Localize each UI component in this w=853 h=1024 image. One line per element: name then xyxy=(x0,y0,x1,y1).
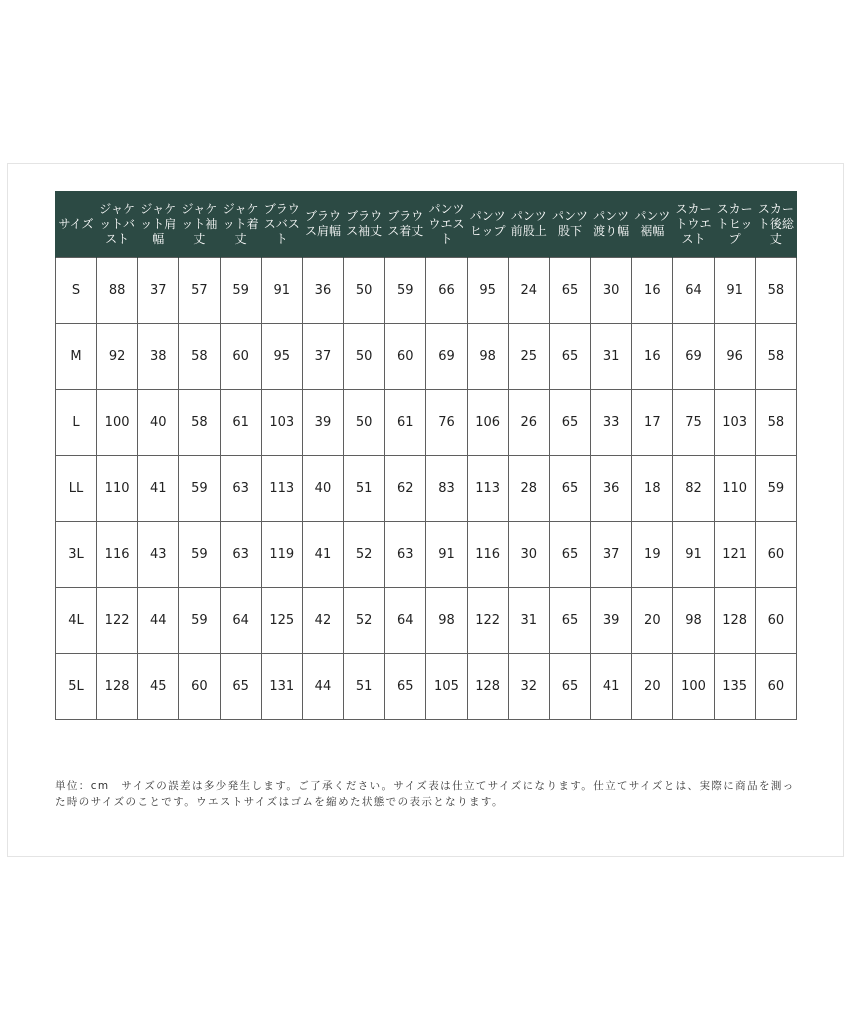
measurement-cell: 36 xyxy=(302,258,343,324)
measurement-cell: 58 xyxy=(179,390,220,456)
measurement-cell: 65 xyxy=(385,654,426,720)
column-header: ブラウ スバス ト xyxy=(261,191,302,258)
table-header-row xyxy=(56,191,797,258)
measurement-cell: 113 xyxy=(467,456,508,522)
column-header: スカー トウエ スト xyxy=(673,191,714,258)
column-header: パンツ 裾幅 xyxy=(632,191,673,258)
measurement-cell: 116 xyxy=(97,522,138,588)
measurement-cell: 33 xyxy=(591,390,632,456)
measurement-cell: 61 xyxy=(220,390,261,456)
measurement-cell: 65 xyxy=(549,324,590,390)
size-label-cell: S xyxy=(56,258,97,324)
measurement-cell: 50 xyxy=(344,390,385,456)
measurement-cell: 98 xyxy=(673,588,714,654)
measurement-cell: 64 xyxy=(385,588,426,654)
measurement-cell: 58 xyxy=(179,324,220,390)
column-header: サイズ xyxy=(56,191,97,258)
measurement-cell: 110 xyxy=(97,456,138,522)
measurement-cell: 57 xyxy=(179,258,220,324)
column-header: ジャケ ット袖 丈 xyxy=(179,191,220,258)
measurement-cell: 91 xyxy=(261,258,302,324)
measurement-cell: 58 xyxy=(755,390,796,456)
measurement-cell: 45 xyxy=(138,654,179,720)
measurement-cell: 60 xyxy=(179,654,220,720)
measurement-cell: 121 xyxy=(714,522,755,588)
measurement-cell: 59 xyxy=(179,456,220,522)
column-header: ジャケ ット肩 幅 xyxy=(138,191,179,258)
measurement-cell: 40 xyxy=(302,456,343,522)
table-row xyxy=(56,258,797,324)
measurement-cell: 75 xyxy=(673,390,714,456)
measurement-cell: 65 xyxy=(549,588,590,654)
measurement-cell: 125 xyxy=(261,588,302,654)
measurement-cell: 17 xyxy=(632,390,673,456)
measurement-cell: 113 xyxy=(261,456,302,522)
measurement-cell: 65 xyxy=(549,390,590,456)
measurement-cell: 61 xyxy=(385,390,426,456)
table-row xyxy=(56,456,797,522)
measurement-cell: 106 xyxy=(467,390,508,456)
measurement-cell: 63 xyxy=(220,456,261,522)
column-header: スカー トヒッ プ xyxy=(714,191,755,258)
column-header: パンツ ウエス ト xyxy=(426,191,467,258)
measurement-cell: 41 xyxy=(138,456,179,522)
measurement-cell: 122 xyxy=(97,588,138,654)
measurement-cell: 37 xyxy=(591,522,632,588)
measurement-cell: 42 xyxy=(302,588,343,654)
measurement-cell: 100 xyxy=(97,390,138,456)
measurement-cell: 64 xyxy=(673,258,714,324)
size-label-cell: 4L xyxy=(56,588,97,654)
measurement-cell: 76 xyxy=(426,390,467,456)
table-row xyxy=(56,588,797,654)
measurement-cell: 128 xyxy=(467,654,508,720)
size-note: 単位：cm サイズの誤差は多少発生します。ご了承ください。サイズ表は仕立てサイズになります。仕立てサイズとは、実際に商品を測った時のサイズのことです。ウエストサイズはゴムを縮めた状態での表示となります。 xyxy=(55,780,795,808)
measurement-cell: 65 xyxy=(220,654,261,720)
measurement-cell: 122 xyxy=(467,588,508,654)
column-header: ブラウ ス肩幅 xyxy=(302,191,343,258)
measurement-cell: 103 xyxy=(261,390,302,456)
measurement-cell: 30 xyxy=(508,522,549,588)
table-row xyxy=(56,390,797,456)
column-header: ジャケ ット着 丈 xyxy=(220,191,261,258)
measurement-cell: 24 xyxy=(508,258,549,324)
measurement-cell: 51 xyxy=(344,654,385,720)
measurement-cell: 110 xyxy=(714,456,755,522)
measurement-cell: 31 xyxy=(591,324,632,390)
measurement-cell: 88 xyxy=(97,258,138,324)
measurement-cell: 59 xyxy=(179,522,220,588)
measurement-cell: 25 xyxy=(508,324,549,390)
measurement-cell: 31 xyxy=(508,588,549,654)
column-header: パンツ 前股上 xyxy=(508,191,549,258)
measurement-cell: 65 xyxy=(549,522,590,588)
measurement-cell: 18 xyxy=(632,456,673,522)
column-header: ブラウ ス袖丈 xyxy=(344,191,385,258)
measurement-cell: 51 xyxy=(344,456,385,522)
measurement-cell: 128 xyxy=(714,588,755,654)
table-row xyxy=(56,654,797,720)
measurement-cell: 37 xyxy=(302,324,343,390)
measurement-cell: 20 xyxy=(632,588,673,654)
measurement-cell: 26 xyxy=(508,390,549,456)
measurement-cell: 19 xyxy=(632,522,673,588)
size-chart-table xyxy=(55,191,797,720)
measurement-cell: 100 xyxy=(673,654,714,720)
measurement-cell: 58 xyxy=(755,324,796,390)
measurement-cell: 69 xyxy=(426,324,467,390)
measurement-cell: 41 xyxy=(591,654,632,720)
measurement-cell: 39 xyxy=(302,390,343,456)
measurement-cell: 32 xyxy=(508,654,549,720)
table-row xyxy=(56,324,797,390)
measurement-cell: 60 xyxy=(385,324,426,390)
measurement-cell: 52 xyxy=(344,522,385,588)
measurement-cell: 60 xyxy=(755,522,796,588)
measurement-cell: 62 xyxy=(385,456,426,522)
measurement-cell: 105 xyxy=(426,654,467,720)
measurement-cell: 95 xyxy=(467,258,508,324)
measurement-cell: 44 xyxy=(302,654,343,720)
measurement-cell: 98 xyxy=(467,324,508,390)
measurement-cell: 50 xyxy=(344,258,385,324)
column-header: ジャケ ットバ スト xyxy=(97,191,138,258)
measurement-cell: 60 xyxy=(755,588,796,654)
column-header: ブラウ ス着丈 xyxy=(385,191,426,258)
size-label-cell: LL xyxy=(56,456,97,522)
measurement-cell: 43 xyxy=(138,522,179,588)
measurement-cell: 63 xyxy=(220,522,261,588)
measurement-cell: 96 xyxy=(714,324,755,390)
size-label-cell: L xyxy=(56,390,97,456)
measurement-cell: 98 xyxy=(426,588,467,654)
measurement-cell: 135 xyxy=(714,654,755,720)
measurement-cell: 60 xyxy=(220,324,261,390)
measurement-cell: 50 xyxy=(344,324,385,390)
column-header: スカー ト後総 丈 xyxy=(755,191,796,258)
measurement-cell: 63 xyxy=(385,522,426,588)
measurement-cell: 91 xyxy=(426,522,467,588)
table-row xyxy=(56,522,797,588)
measurement-cell: 92 xyxy=(97,324,138,390)
measurement-cell: 58 xyxy=(755,258,796,324)
measurement-cell: 16 xyxy=(632,258,673,324)
measurement-cell: 65 xyxy=(549,456,590,522)
measurement-cell: 91 xyxy=(714,258,755,324)
measurement-cell: 30 xyxy=(591,258,632,324)
measurement-cell: 39 xyxy=(591,588,632,654)
measurement-cell: 41 xyxy=(302,522,343,588)
column-header: パンツ ヒップ xyxy=(467,191,508,258)
table-body xyxy=(56,258,797,720)
measurement-cell: 28 xyxy=(508,456,549,522)
size-label-cell: M xyxy=(56,324,97,390)
measurement-cell: 59 xyxy=(179,588,220,654)
measurement-cell: 37 xyxy=(138,258,179,324)
measurement-cell: 69 xyxy=(673,324,714,390)
measurement-cell: 36 xyxy=(591,456,632,522)
measurement-cell: 60 xyxy=(755,654,796,720)
size-label-cell: 5L xyxy=(56,654,97,720)
measurement-cell: 66 xyxy=(426,258,467,324)
measurement-cell: 65 xyxy=(549,258,590,324)
column-header: パンツ 渡り幅 xyxy=(591,191,632,258)
measurement-cell: 59 xyxy=(755,456,796,522)
measurement-cell: 103 xyxy=(714,390,755,456)
measurement-cell: 59 xyxy=(385,258,426,324)
measurement-cell: 20 xyxy=(632,654,673,720)
measurement-cell: 64 xyxy=(220,588,261,654)
size-label-cell: 3L xyxy=(56,522,97,588)
measurement-cell: 52 xyxy=(344,588,385,654)
measurement-cell: 131 xyxy=(261,654,302,720)
measurement-cell: 16 xyxy=(632,324,673,390)
measurement-cell: 59 xyxy=(220,258,261,324)
measurement-cell: 40 xyxy=(138,390,179,456)
measurement-cell: 128 xyxy=(97,654,138,720)
measurement-cell: 38 xyxy=(138,324,179,390)
measurement-cell: 119 xyxy=(261,522,302,588)
measurement-cell: 83 xyxy=(426,456,467,522)
column-header: パンツ 股下 xyxy=(549,191,590,258)
measurement-cell: 95 xyxy=(261,324,302,390)
measurement-cell: 44 xyxy=(138,588,179,654)
measurement-cell: 116 xyxy=(467,522,508,588)
measurement-cell: 65 xyxy=(549,654,590,720)
measurement-cell: 82 xyxy=(673,456,714,522)
measurement-cell: 91 xyxy=(673,522,714,588)
